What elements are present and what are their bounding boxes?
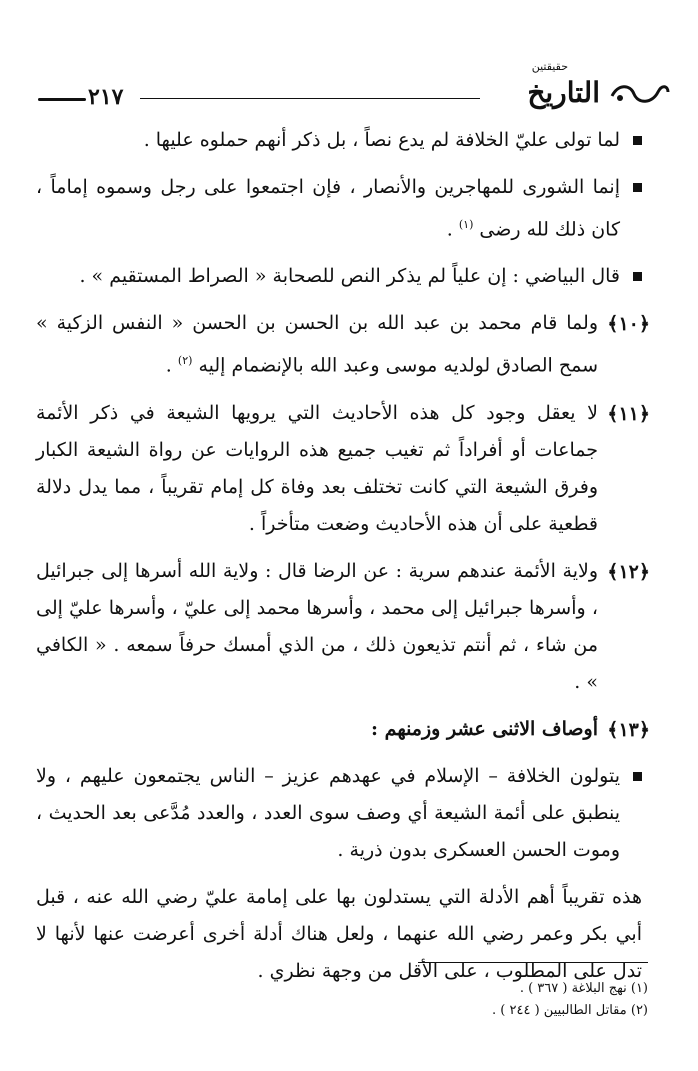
bullet-paragraph <box>36 122 642 159</box>
paragraph-text-main: ولما قام محمد بن عبد الله بن الحسن بن الحسن « النفس الزكية » سمح الصادق لولديه موسى وعبد الله بالإنضمام إليه <box>36 312 598 377</box>
paragraph-text: هذه تقريباً أهم الأدلة التي يستدلون بها على إمامة عليّ رضي الله عنه ، قبل أبي بكر وعمر رضي الله عنهما ، ولعل هناك أدلة أخرى أعرضت عنها لأنها لا تدل على المطلوب ، على الأقل من وجهة نظري . <box>36 885 642 982</box>
paragraph-text: إنما الشورى للمهاجرين والأنصار ، فإن اجتمعوا على رجل وسموه إماماً ، كان ذلك لله رضى $^{(١)}$ . <box>36 176 620 241</box>
paragraph-text: لما تولى عليّ الخلافة لم يدع نصاً ، بل ذكر أنهم حملوه عليها . <box>143 129 620 151</box>
paragraph-text <box>36 305 598 384</box>
header-title: التاريخ <box>527 76 600 109</box>
paragraph-number: ﴿١٠﴾ <box>607 313 650 336</box>
bullet-icon <box>633 272 642 281</box>
bullet-icon <box>633 772 642 781</box>
closing-paragraph <box>36 879 642 990</box>
numbered-paragraph <box>36 395 650 543</box>
paragraph-text-main: إنما الشورى للمهاجرين والأنصار ، فإن اجتمعوا على رجل وسموه إماماً ، كان ذلك لله رضى <box>36 176 620 241</box>
footnote-item: (١) نهج البلاغة ( ٣٦٧ ) . <box>519 981 648 996</box>
page-body <box>36 122 650 1000</box>
footnote-item: (٢) مقاتل الطالبيين ( ٢٤٤ ) . <box>492 1003 648 1018</box>
header-rule <box>140 98 480 99</box>
header-ornament-icon <box>608 76 670 110</box>
section-heading <box>36 711 650 748</box>
footnote-separator <box>418 962 648 963</box>
paragraph-text: يتولون الخلافة – الإسلام في عهدهم عزيز – الناس يجتمعون عليهم ، ولا ينطبق على أئمة الشيعة أي وصف سوى العدد ، والعدد مُدَّعى بعد الحديث ، وموت الحسن العسكرى بدون ذرية . <box>36 764 620 861</box>
numbered-paragraph <box>36 553 650 701</box>
paragraph-number: ﴿١١﴾ <box>607 402 650 425</box>
heading-text: أوصاف الاثنى عشر وزمنهم : <box>371 717 598 740</box>
bullet-paragraph <box>36 169 642 248</box>
bullet-paragraph <box>36 258 642 295</box>
paragraph-number: ﴿١٣﴾ <box>607 718 650 741</box>
bullet-icon <box>633 183 642 192</box>
paragraph-tail: . <box>165 354 172 377</box>
paragraph-number: ﴿١٢﴾ <box>607 560 650 583</box>
footnote-ref: (٢) <box>177 354 193 368</box>
bullet-icon <box>633 136 642 145</box>
paragraph-text: قال البياضي : إن علياً لم يذكر النص للصحابة « الصراط المستقيم » . <box>79 265 620 288</box>
paragraph-text: لا يعقل وجود كل هذه الأحاديث التي يرويها الشيعة في ذكر الأئمة جماعات أو أفراداً ثم تغيب جميع هذه الروايات عن رواة الشيعة الكبار وفرق الشيعة التي كانت تختلف بعد وفاة كل إمام تقريباً ، مما يدل دلالة قطعية على أن هذه الأحاديث وضعت متأخراً . <box>36 401 598 535</box>
paragraph-text: ولاية الأئمة عندهم سرية : عن الرضا قال : ولاية الله أسرها إلى جبرائيل ، وأسرها جبرائيل إلى محمد ، وأسرها محمد إلى عليّ ، وأسرها عليّ إلى من شاء ، ثم أنتم تذيعون ذلك ، من الذي أمسك حرفاً سمعه . « الكافي » . <box>36 559 598 693</box>
bullet-paragraph <box>36 758 642 869</box>
footnote-ref: (١) <box>458 218 474 231</box>
page-number-ornament <box>38 98 86 101</box>
page-header <box>30 58 670 118</box>
numbered-paragraph <box>36 305 650 384</box>
header-subtitle: حقيقتين <box>531 60 568 73</box>
footnotes <box>220 978 648 1022</box>
page-number: ٢١٧ <box>88 84 124 110</box>
